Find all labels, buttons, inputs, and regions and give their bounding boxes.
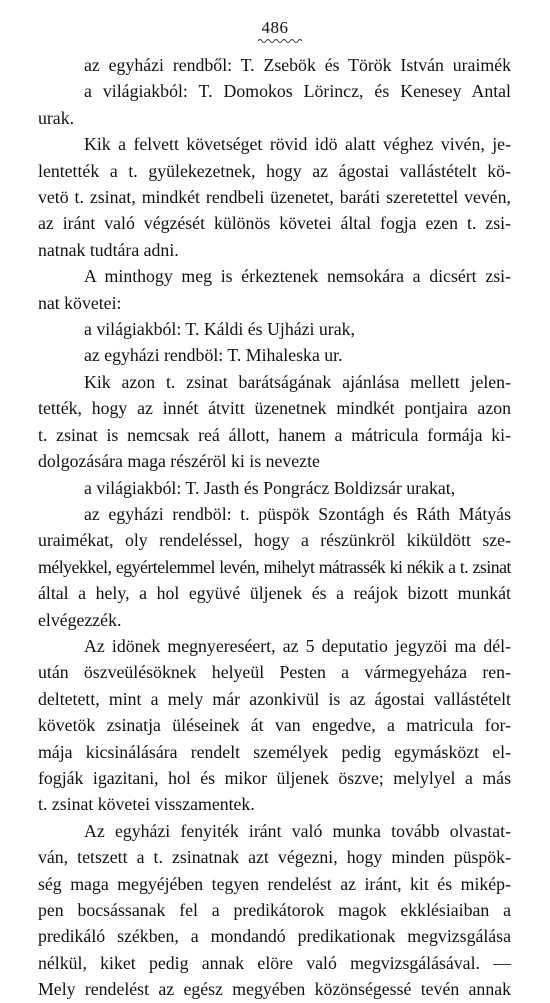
text-line: urak. [38, 107, 75, 128]
text-line: uraimékat, oly rendeléssel, hogy a részünkröl kiküldött sze- [38, 530, 511, 551]
text-line: A minthogy meg is érkeztenek nemsokára a dicsért zsi- [84, 266, 511, 287]
text-line: követök zsinatja üléseinek át van engedve, a matricula for- [38, 715, 511, 736]
text-line: deltetett, mint a mely már azonkivül is az ágostai vallástételt [38, 688, 511, 709]
text-line: ván, tetszett a t. zsinatnak azt végezni, hogy minden püspök- [38, 847, 511, 868]
wavy-rule-ornament [258, 38, 302, 44]
text-line: fogják igazitani, hol és mikor üljenek öszve; melylyel a más [38, 767, 511, 788]
text-line: az egyházi rendböl: T. Mihaleska ur. [84, 345, 343, 366]
body-text [38, 52, 511, 1003]
text-line: a világiakból: T. Jasth és Pongrácz Boldizsár urakat, [84, 477, 456, 498]
text-line: Az egyházi fenyiték iránt való munka tovább olvastat- [84, 820, 511, 841]
text-line: tették, hogy az innét átvitt üzenetnek mindkét pontjaira azon [38, 398, 511, 419]
text-line: az iránt való végzését különös követei által fogja ezen t. zsi- [38, 213, 511, 234]
text-line: ség maga megyéjében tegyen rendelést az iránt, kit és mikép- [38, 873, 511, 894]
text-line: lentették a t. gyülekezetnek, hogy az ágostai vallástételt kö- [38, 160, 511, 181]
text-line: elvégezzék. [38, 609, 122, 630]
text-line: Mely rendelést az egész megyében közönségessé tevén annak [38, 979, 511, 1000]
text-line: mélyekkel, egyértelemmel levén, mihelyt mátrassék ki nékik a t. zsinat [38, 556, 511, 577]
text-line: az egyházi rendböl: t. püspök Szontágh és Ráth Mátyás [84, 503, 511, 524]
page-number: 486 [261, 18, 289, 37]
text-line: natnak tudtára adni. [38, 239, 179, 260]
text-line: mája kicsinálására rendelt személyek pedig egymásközt el- [38, 741, 511, 762]
text-line: dolgozására maga részéröl ki is nevezte [38, 451, 320, 472]
text-line: Kik a felvett követséget rövid idö alatt véghez vivén, je- [84, 134, 511, 155]
text-line: t. zsinat követei visszamentek. [38, 794, 255, 815]
text-line: vetö t. zsinat, mindkét rendbeli üzenetet, baráti szeretettel vevén, [38, 187, 511, 208]
text-line: predikáló székben, a mondandó predikationak megvizsgálása [38, 926, 511, 947]
text-line: Az idönek megnyereséert, az 5 deputatio jegyzöi ma dél- [84, 635, 511, 656]
text-line: t. zsinat is nemcsak reá állott, hanem a mátricula formája ki- [38, 424, 511, 445]
text-line: által a hely, a hol együvé üljenek és a reájok bizott munkát [38, 583, 511, 604]
text-line: nat követei: [38, 292, 122, 313]
text-line: a világiakból: T. Káldi és Ujházi urak, [84, 319, 355, 340]
text-line: Kik azon t. zsinat barátságának ajánlása mellett jelen- [84, 371, 511, 392]
text-line: a világiakból: T. Domokos Lörincz, és Kenesey Antal [84, 81, 511, 102]
text-line: után öszveülésöknek helyeül Pesten a vármegyeháza ren- [38, 662, 511, 683]
text-line: az egyházi rendből: T. Zsebök és Török István uraimék [84, 55, 511, 75]
text-line: pen bocsássanak fel a predikátorok magok ekklésiaiban a [38, 900, 511, 920]
text-line: nélkül, kiket pedig annak elöre való megvizsgálásával. — [38, 952, 511, 973]
